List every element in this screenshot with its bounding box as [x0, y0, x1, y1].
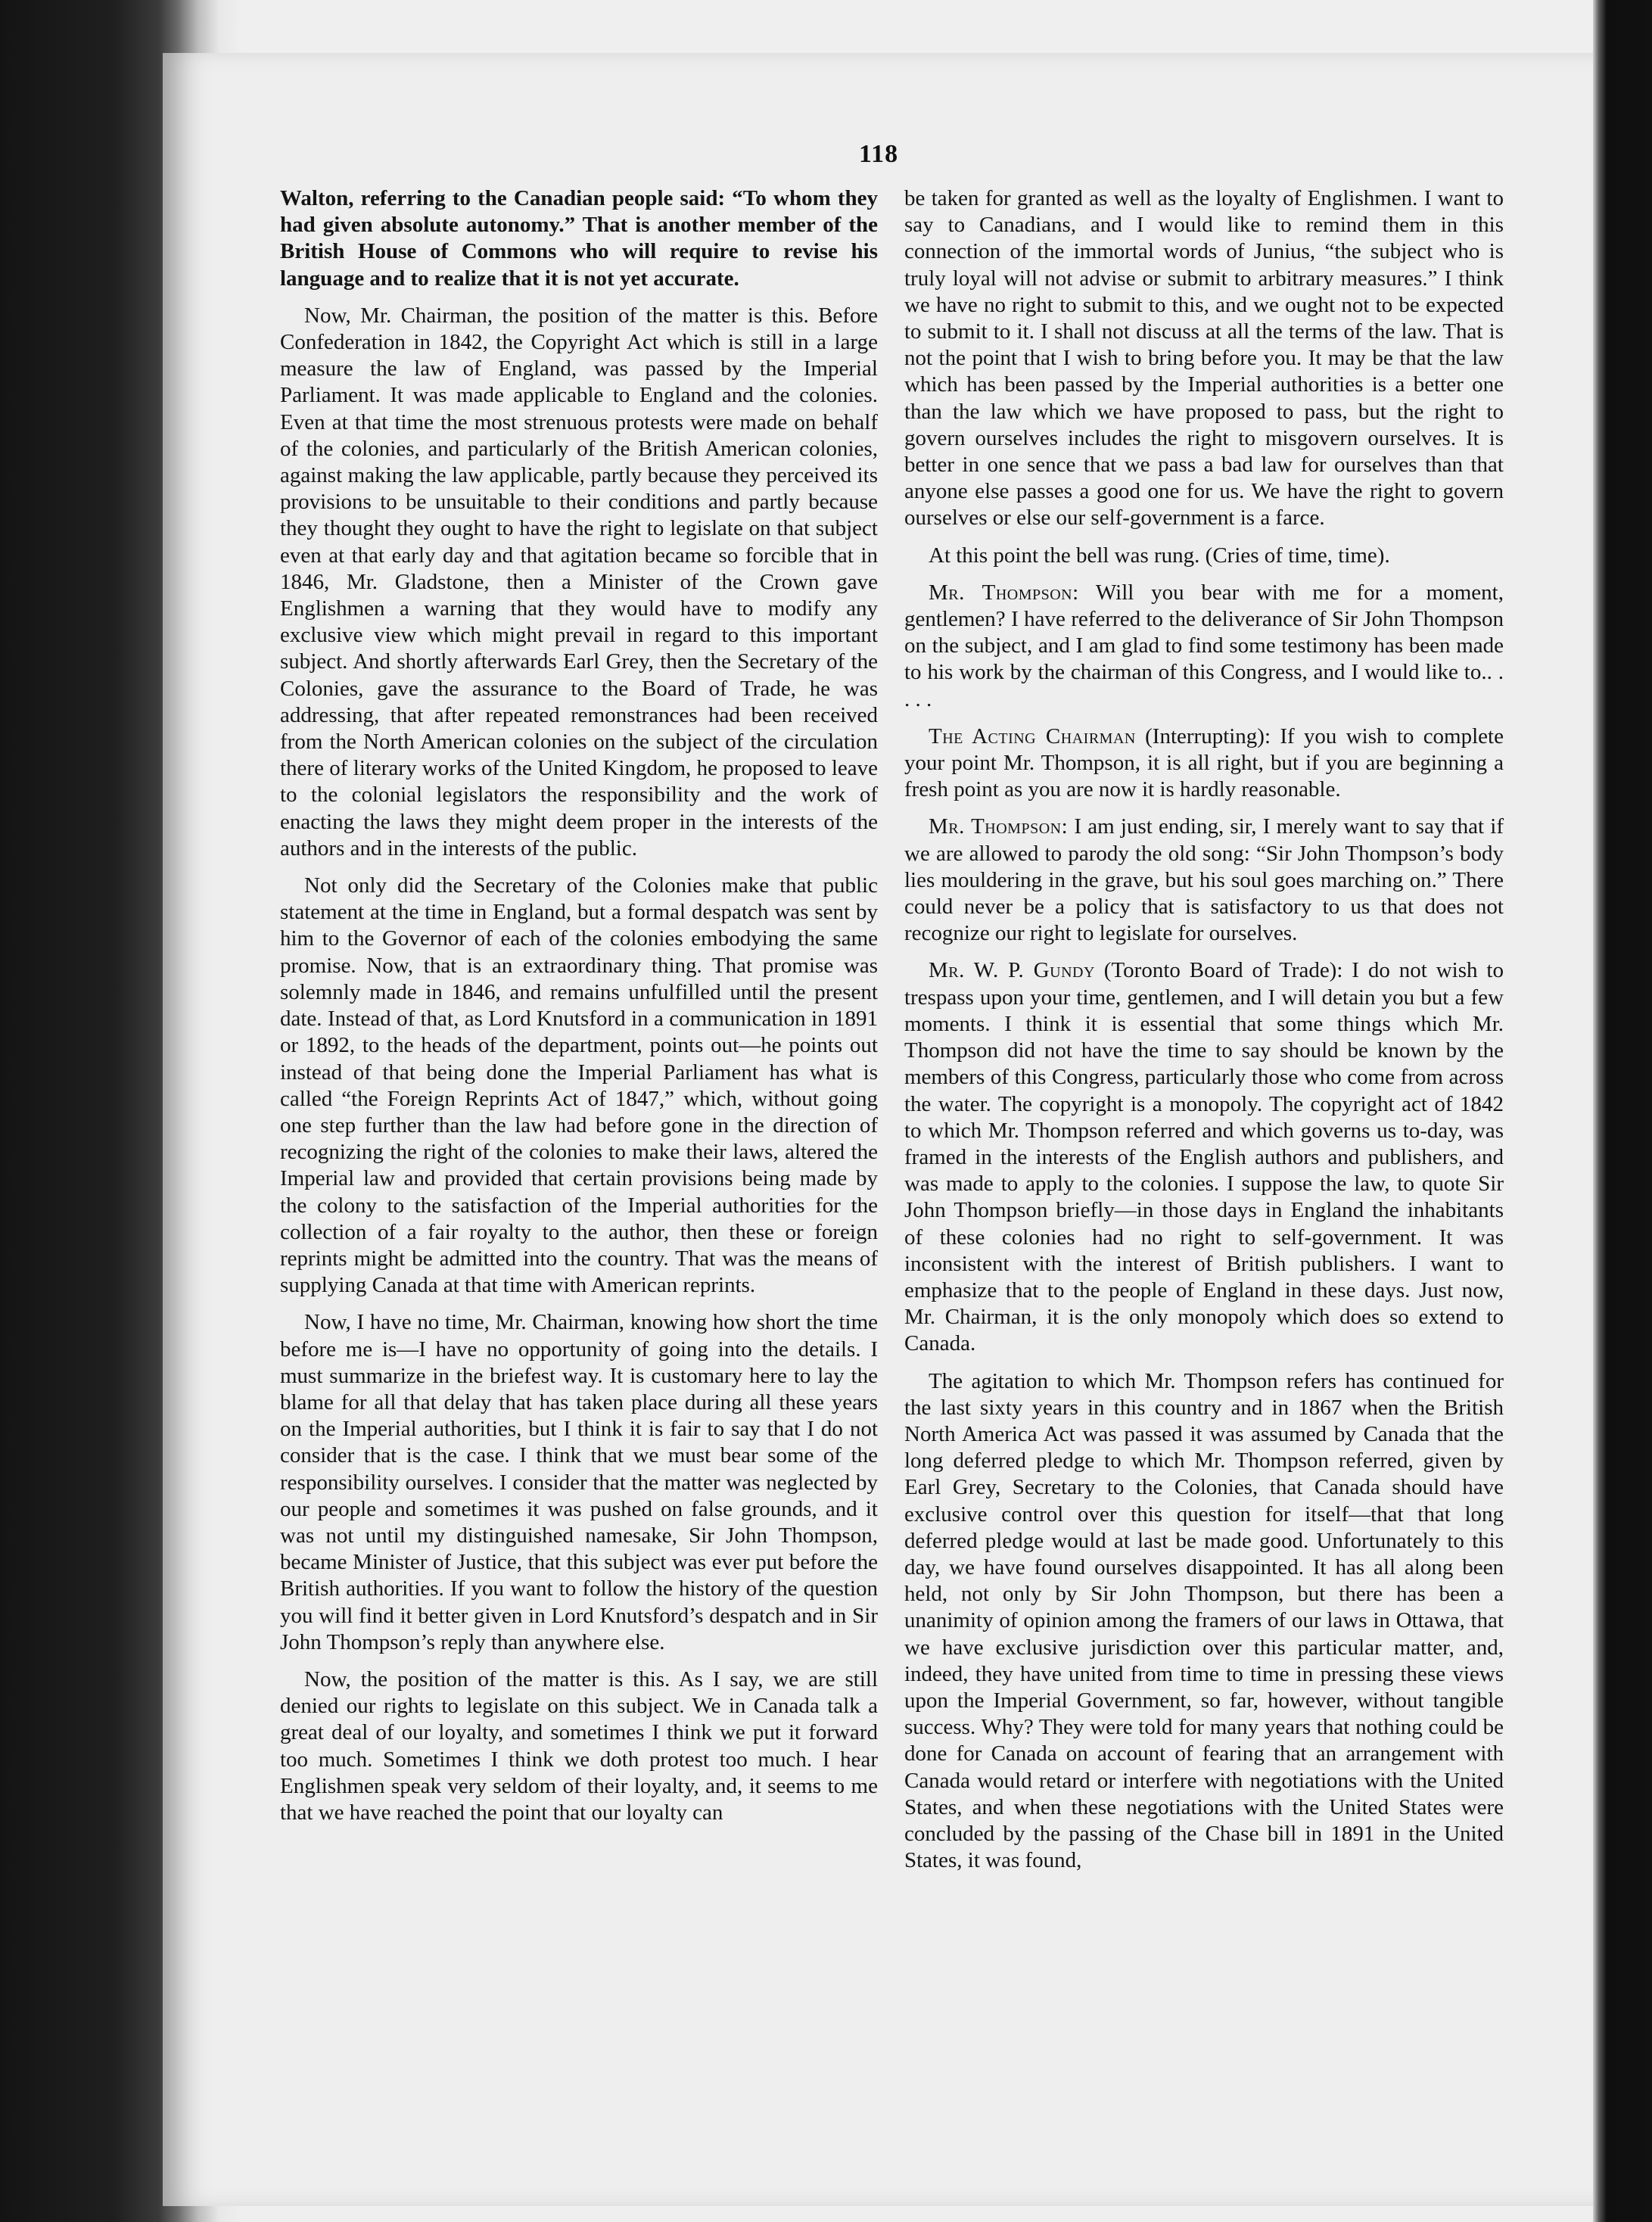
paragraph	[280, 873, 878, 1299]
paragraph-text: The agitation to which Mr. Thompson refers has continued for the last sixty years in this country and in 1867 when the British North America Act was passed it was assumed by Canada that the long deferred pledge to which Mr. Thompson referred, given by Earl Grey, Secretary to the Colonies, that Canada should have exclusive control over this question for itself—that that long deferred pledge would at last be made good. Unfortunately to this day, we have found ourselves disappointed. It has all along been held, not only by Sir John Thompson, but there has been a unanimity of opinion among the framers of our laws in Ottawa, that we have exclusive jurisdiction over this particular matter, and, indeed, they have united from time to time in pressing these views upon the Imperial Government, so far, however, without tangible success. Why? They were told for many years that nothing could be done for Canada on account of fearing that an arrangement with Canada would retard or interfere with negotiations with the United States, and when these negotiations with the United States were concluded by the passing of the Chase bill in 1891 in the United States, it was found,	[904, 1368, 1504, 1873]
paragraph-text: be taken for granted as well as the loyalty of Englishmen. I want to say to Canadians, and I would like to remind them in this connection of the immortal words of Junius, “the subject who is truly loyal will not advise or submit to arbitrary measures.” I think we have no right to submit to this, and we ought not to be expected to submit to it. I shall not discuss at all the terms of the law. That is not the point that I wish to bring before you. It may be that the law which has been passed by the Imperial authorities is a better one than the law which we have proposed to pass, but the right to govern ourselves includes the right to misgovern ourselves. It is better in one sence that we pass a bad law for ourselves than that anyone else passes a good one for us. We have the right to govern ourselves or else our self-government is a farce.	[904, 186, 1504, 531]
speaker-name: Mr. Thompson:	[929, 814, 1069, 839]
speaker-name: Mr. W. P. Gundy	[929, 958, 1095, 983]
paragraph	[904, 957, 1504, 1357]
paragraph-text: (Toronto Board of Trade): I do not wish to trespass upon your time, gentlemen, and I will detain you but a few moments. I think it is essential that some things which Mr. Thompson did not have the time to say should be known by the members of this Congress, particularly those who come from across the water. The copyright is a monopoly. The copyright act of 1842 to which Mr. Thompson referred and which governs us to-day, was framed in the interests of the English authors and publishers, and was made to apply to the colonies. I suppose the law, to quote Sir John Thompson briefly—in those days in England the inhabitants of these colonies had no right to self-government. It was inconsistent with the interest of British publishers. I want to emphasize that to the people of England in these days. Just now, Mr. Chairman, it is the only monopoly which does so extend to Canada.	[904, 958, 1504, 1356]
left-column	[280, 185, 878, 1837]
paragraph	[904, 724, 1504, 804]
paragraph	[904, 580, 1504, 713]
paragraph	[904, 185, 1504, 532]
paragraph-text: Now, the position of the matter is this. As I say, we are still denied our rights to legislate on this subject. We in Canada talk a great deal of our loyalty, and sometimes I think we put it forward too much. Sometimes I think we doth protest too much. I hear Englishmen speak very seldom of their loyalty, and, it seems to me that we have reached the point that our loyalty can	[280, 1666, 878, 1825]
paragraph	[280, 185, 878, 292]
paragraph	[280, 1309, 878, 1656]
paragraph-text: (Interrupting): If you wish to complete your point Mr. Thompson, it is all right, but if you are beginning a fresh point as you are now it is hardly reasonable.	[904, 724, 1504, 802]
paragraph	[904, 1368, 1504, 1875]
speaker-name: The Acting Chairman	[929, 724, 1136, 748]
right-column	[904, 185, 1504, 1884]
speaker-name: Mr. Thompson:	[929, 580, 1079, 605]
paragraph	[904, 814, 1504, 947]
paragraph	[904, 543, 1504, 569]
paragraph-text: I am just ending, sir, I merely want to say that if we are allowed to parody the old song: “Sir John Thompson’s body lies mouldering in the grave, but his soul goes marching on.” There could never be a policy that is satisfactory to us that does not recognize our right to legislate for ourselves.	[904, 814, 1504, 946]
page-number: 118	[859, 140, 899, 168]
paragraph-text: Now, Mr. Chairman, the position of the matter is this. Before Confederation in 1842, the Copyright Act which is still in a large measure the law of England, was passed by the Imperial Parliament. It was made applicable to England and the colonies. Even at that time the most strenuous protests were made on behalf of the colonies, and particularly of the British American colonies, against making the law applicable, partly because they perceived its provisions to be unsuitable to their conditions and partly because they thought they ought to have the right to legislate on that subject even at that early day and that agitation became so forcible that in 1846, Mr. Gladstone, then a Minister of the Crown gave Englishmen a warning that they would have to modify any exclusive view which might prevail in regard to this important subject. And shortly afterwards Earl Grey, then the Secretary of the Colonies, gave the assurance to the Board of Trade, he was addressing, that after repeated remonstrances had been received from the North American colonies on the subject of the circulation there of literary works of the United Kingdom, he proposed to leave to the colonial legislators the responsibility and the work of enacting the laws they might deem proper in the interests of the authors and in the interests of the public.	[280, 303, 878, 860]
paragraph-text: Will you bear with me for a moment, gentlemen? I have referred to the deliverance of Sir John Thompson on the subject, and I am glad to find some testimony has been made to his work by the chairman of this Congress, and I would like to.. . . . .	[904, 580, 1504, 711]
paragraph-text: At this point the bell was rung. (Cries of time, time).	[929, 543, 1390, 568]
paragraph-text: Not only did the Secretary of the Colonies make that public statement at the time in England, but a formal despatch was sent by him to the Governor of each of the colonies embodying the same promise. Now, that is an extraordinary thing. That promise was solemnly made in 1846, and remains unfulfilled until the present date. Instead of that, as Lord Knutsford in a communication in 1891 or 1892, to the heads of the department, points out—he points out instead of that being done the Imperial Parliament has what is called “the Foreign Reprints Act of 1847,” which, without going one step further than the law had before gone in the direction of recognizing the right of the colonies to make their laws, altered the Imperial law and provided that certain provisions being made by the colony to the satisfaction of the Imperial authorities for the collection of a fair royalty to the author, then these or foreign reprints might be admitted into the country. That was the means of supplying Canada at that time with American reprints.	[280, 873, 878, 1298]
paragraph	[280, 303, 878, 862]
paragraph	[280, 1666, 878, 1826]
paragraph-text: Walton, referring to the Canadian people said: “To whom they had given absolute autonomy.” That is another member of the British House of Commons who will require to revise his language and to realize that it is not yet accurate.	[280, 186, 878, 291]
paragraph-text: Now, I have no time, Mr. Chairman, knowing how short the time before me is—I have no opportunity of going into the details. I must summarize in the briefest way. It is customary here to lay the blame for all that delay that has taken place during all these years on the Imperial authorities, but I think it is fair to say that I do not consider that is the case. I think that we must bear some of the responsibility ourselves. I consider that the matter was neglected by our people and sometimes it was pushed on false grounds, and it was not until my distinguished namesake, Sir John Thompson, became Minister of Justice, that this subject was ever put before the British authorities. If you want to follow the history of the question you will find it better given in Lord Knutsford’s despatch and in Sir John Thompson’s reply than anywhere else.	[280, 1310, 878, 1654]
facing-page-edge	[1593, 0, 1652, 2222]
